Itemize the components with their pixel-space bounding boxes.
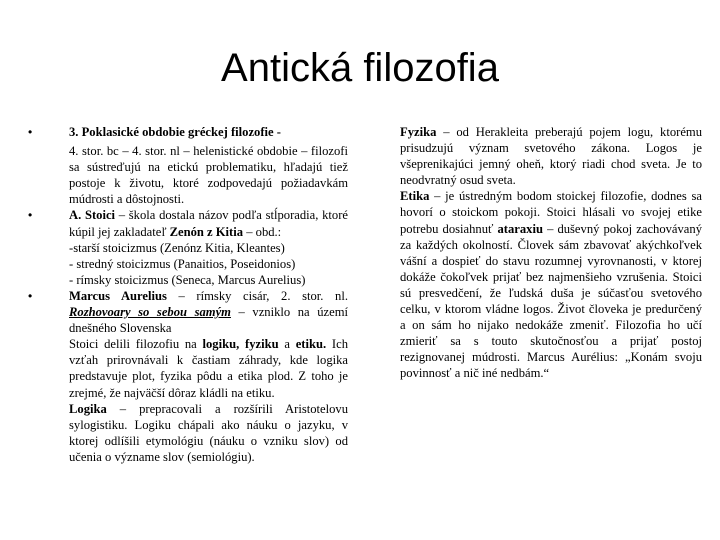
paragraph-body: Logika – prepracovali a rozšírili Aristotelovu sylogistiku. Logiku chápali ako náuku o jazyku, v ktorej odlíšili etymológiu (náuku o vzniku slov) od učenia o význame slov (semiológiu). xyxy=(69,401,348,464)
item-body: A. Stoici – škola dostala názov podľa stĺporadia, ktoré kúpil jej zakladateľ Zenón z Kitia – obd.: xyxy=(69,208,348,239)
right-column xyxy=(400,124,702,382)
period-line: - stredný stoicizmus (Panaitios, Poseidonios) xyxy=(69,256,296,271)
paragraph-heading: Fyzika xyxy=(400,125,437,139)
paragraph-ethics: Etika – je ústredným bodom stoickej filozofie, dodnes sa hovorí o stoickom pokoji. Stoici hlásali vo svojej etike potrebu dosiahnuť ataraxiu – duševný pokoj zachovávaný za každých okolností. Človek sám zbavovať akýchkoľvek vášní a dospieť do stavu rozumnej vyrovnanosti, v ktorej dokáže čokoľvek prijať bez najmenšieho vzrušenia. Stoici sú presvedčení, že ľudská duša je súčasťou svetového celku, v ktorom vládne logos. Život človeka je predurčený a on sám ho nijako nedokáže zmeniť. Filozofia ho učí zmieriť sa s touto skutočnosťou a prijať postoj rezignovanej múdrosti. Marcus Aurélius: „Konám svoju povinnosť a nič iné nedbám.“ xyxy=(400,189,702,381)
paragraph-logic xyxy=(28,401,348,465)
emphasis-ethics: etiku. xyxy=(295,337,327,352)
item-heading: A. Stoici xyxy=(69,208,116,223)
paragraph-heading: Etika xyxy=(400,189,430,204)
bullet-item-stoics xyxy=(28,207,348,287)
item-heading: 3. Poklasické obdobie gréckej filozofie - xyxy=(69,125,281,139)
bullet-item-marcus-aurelius xyxy=(28,288,348,336)
period-line: - rímsky stoicizmus (Seneca, Marcus Aurelius) xyxy=(69,272,306,287)
period-line: -starší stoicizmus (Zenónz Kitia, Kleantes) xyxy=(69,240,285,255)
item-body: 4. stor. bc – 4. stor. nl – helenistické obdobie – filozofi sa sústreďujú na etickú problematiku, hľadajú tiež postoje k životu, ktoré zodpovedajú požiadavkám múdrosti a dôstojnosti. xyxy=(69,144,348,207)
founder-name: Zenón z Kitia xyxy=(169,224,244,239)
paragraph-physics: Fyzika – od Herakleita preberajú pojem logu, ktorému prisudzujú význam svetového zákona. Logos je všeprenikajúci jemný oheň, ktorý riadi chod sveta. Je to neodvratný osud sveta. xyxy=(400,125,702,188)
ataraxia-term: ataraxiu xyxy=(497,221,543,236)
paragraph-body: Stoici delili filozofiu na logiku, fyziku a etiku. Ich vzťah prirovnávali k častiam záhrady, kde logika predstavuje plot, fyzika pôdu a etika plod. Z toho je zrejmé, že najväčší dôraz kládli na etiku. xyxy=(69,337,348,400)
bullet-icon: • xyxy=(28,208,33,223)
left-column xyxy=(28,124,348,465)
paragraph-division xyxy=(28,336,348,400)
slide-title: Antická filozofia xyxy=(221,46,499,90)
work-title: Rozhovoary so sebou samým xyxy=(69,305,231,320)
emphasis-logic-physics: logiku, fyziku xyxy=(202,337,279,352)
paragraph-heading: Logika xyxy=(69,401,107,416)
item-body: Marcus Aurelius – rímsky cisár, 2. stor. nl. Rozhovoary so sebou samým – vzniklo na území dnešného Slovenska xyxy=(69,288,349,336)
item-heading: Marcus Aurelius xyxy=(69,288,167,303)
bullet-item-postclassical xyxy=(28,124,348,207)
bullet-icon: • xyxy=(28,125,33,139)
bullet-icon: • xyxy=(28,288,33,303)
